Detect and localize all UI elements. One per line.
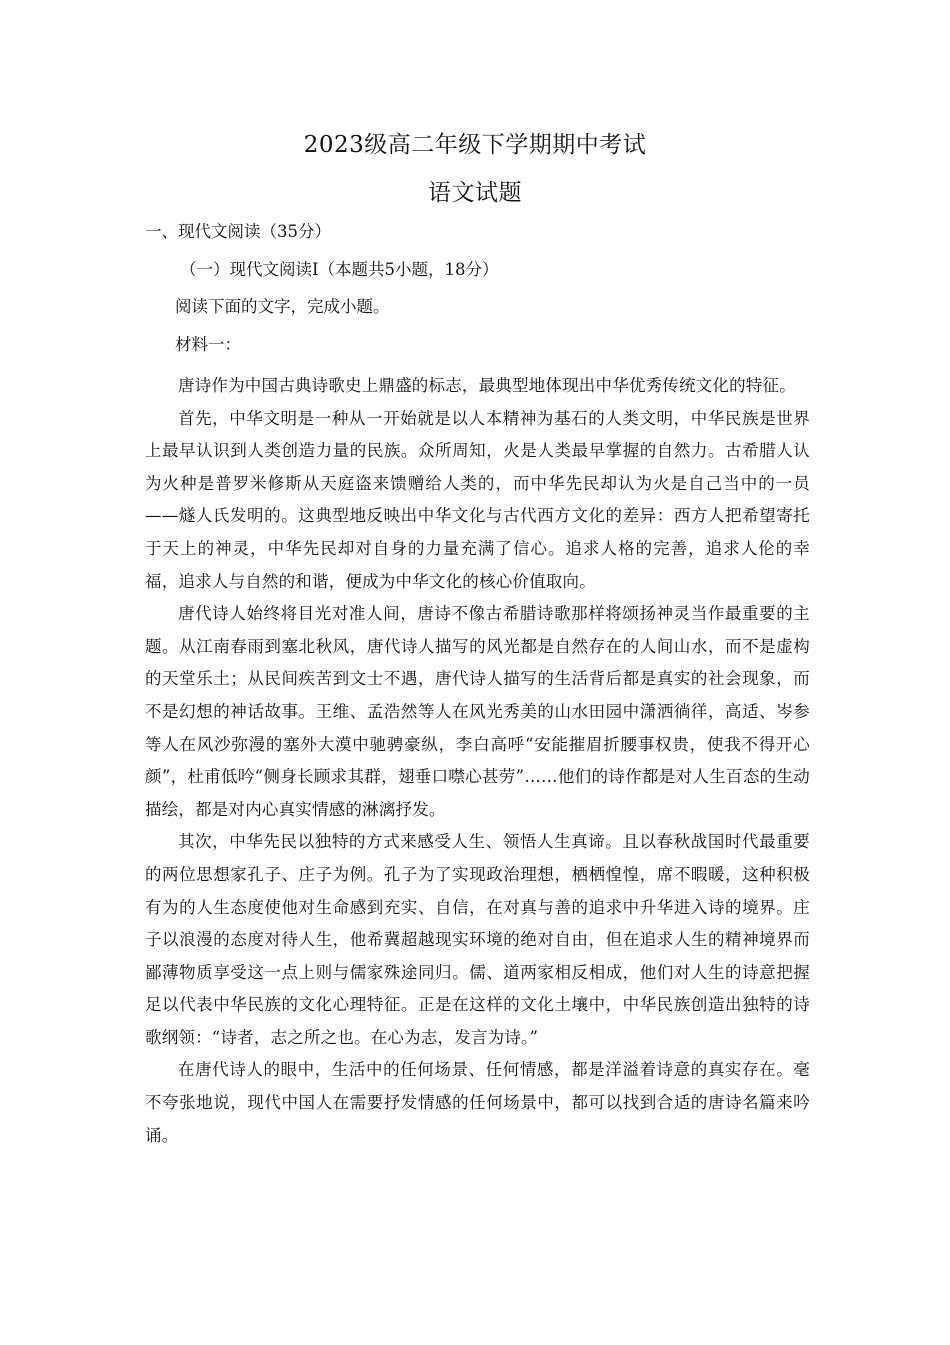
section-heading: 一、现代文阅读（35分） <box>145 222 331 241</box>
subsection-heading: （一）现代文阅读Ⅰ（本题共5小题，18分） <box>180 260 499 279</box>
material-label: 材料一： <box>175 335 241 354</box>
passage-paragraph: 其次，中华先民以独特的方式来感受人生、领悟人生真谛。且以春秋战国时代最重要的两位思想家孔子、庄子为例。孔子为了实现政治理想，栖栖惶惶，席不暇暖，这种积极有为的人生态度使他对生命感到充实、自信，在对真与善的追求中升华进入诗的境界。庄子以浪漫的态度对待人生，他希冀超越现实环境的绝对自由，但在追求人生的精神境界而鄙薄物质享受这一点上则与儒家殊途同归。儒、道两家相反相成，他们对人生的诗意把握足以代表中华民族的文化心理特征。正是在这样的文化土壤中，中华民族创造出独特的诗歌纲领：“诗者，志之所之也。在心为志，发言为诗。” <box>145 832 810 1047</box>
passage-paragraph: 唐代诗人始终将目光对准人间，唐诗不像古希腊诗歌那样将颂扬神灵当作最重要的主题。从江南春雨到塞北秋风，唐代诗人描写的风光都是自然存在的人间山水，而不是虚构的天堂乐土；从民间疾苦到文士不遇，唐代诗人描写的生活背后都是真实的社会现象，而不是幻想的神话故事。王维、孟浩然等人在风光秀美的山水田园中潇洒徜徉，高适、岑参等人在风沙弥漫的塞外大漠中驰骋豪纵，李白高呼“安能摧眉折腰事权贵，使我不得开心颜”，杜甫低吟“侧身长顾求其群，翅垂口噤心甚劳”……他们的诗作都是对人生百态的生动描绘，都是对内心真实情感的淋漓抒发。 <box>145 604 810 819</box>
passage-paragraph: 首先，中华文明是一种从一开始就是以人本精神为基石的人类文明，中华民族是世界上最早认识到人类创造力量的民族。众所周知，火是人类最早掌握的自然力。古希腊人认为火种是普罗米修斯从天庭盗来馈赠给人类的，而中华先民却认为火是自己当中的一员——燧人氏发明的。这典型地反映出中华文化与古代西方文化的差异：西方人把希望寄托于天上的神灵，中华先民却对自身的力量充满了信心。追求人格的完善，追求人伦的幸福，追求人与自然的和谐，便成为中华文化的核心价值取向。 <box>145 408 810 591</box>
exam-title: 2023级高二年级下学期期中考试 <box>303 132 647 158</box>
reading-passage <box>145 370 810 1152</box>
exam-subtitle: 语文试题 <box>428 180 522 206</box>
passage-paragraph: 唐诗作为中国古典诗歌史上鼎盛的标志，最典型地体现出中华优秀传统文化的特征。 <box>178 376 796 395</box>
passage-paragraph: 在唐代诗人的眼中，生活中的任何场景、任何情感，都是洋溢着诗意的真实存在。毫不夸张地说，现代中国人在需要抒发情感的任何场景中，都可以找到合适的唐诗名篇来吟诵。 <box>145 1060 810 1145</box>
reading-instruction: 阅读下面的文字，完成小题。 <box>175 297 390 316</box>
